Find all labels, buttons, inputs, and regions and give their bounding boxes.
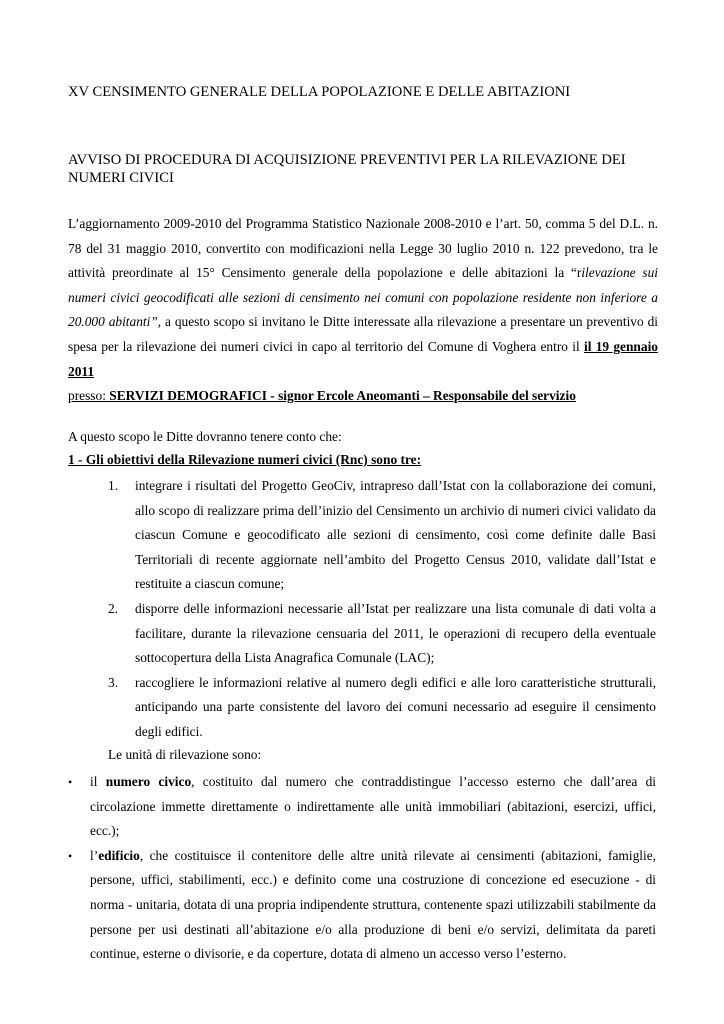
paragraph-text: attività preordinate al 15° Censimento generale della popolazione e delle abitazioni la “r (68, 265, 582, 281)
list-item (108, 671, 656, 745)
office-contact: SERVIZI DEMOGRAFICI - signor Ercole Aneomanti – Responsabile del servizio (105, 388, 576, 404)
list-item (68, 844, 656, 967)
list-number: 1. (108, 478, 119, 493)
list-line: facilitare, durante la rilevazione censuaria del 2011, le operazioni di recupero della eventuale (135, 625, 656, 641)
list-text: , costituito dal numero che contraddistingue l’accesso esterno che dall’area di (191, 774, 656, 789)
list-item (108, 474, 656, 597)
quoted-text: 20.000 abitanti”, (68, 314, 162, 330)
list-line: norma - unitaria, dotata di una propria indipendente struttura, contenente spazi utilizzabili stabilmente da (90, 896, 656, 912)
paragraph-line (68, 384, 658, 409)
units-intro: Le unità di rilevazione sono: (108, 747, 262, 762)
list-line: disporre delle informazioni necessarie all’Istat per realizzare una lista comunale di dati volta a (135, 600, 656, 616)
conditions-intro: A questo scopo le Ditte dovranno tenere conto che: (68, 429, 342, 444)
quoted-text: ilevazione sui (581, 265, 658, 281)
list-line: ciascun Comune e geocodificato alle sezioni di censimento, così come definite dalle Basi (135, 527, 656, 543)
list-number: 3. (108, 674, 119, 690)
paragraph-line: L’aggiornamento 2009-2010 del Programma Statistico Nazionale 2008-2010 e l’art. 50, comma 5 del D.L. n. (68, 216, 658, 231)
document-title: XV CENSIMENTO GENERALE DELLA POPOLAZIONE E DELLE ABITAZIONI (68, 84, 571, 100)
list-line: raccogliere le informazioni relative al numero degli edifici e alle loro caratteristiche strutturali, (135, 674, 656, 690)
term-bold: edificio (98, 847, 140, 863)
subtitle-line: AVVISO DI PROCEDURA DI ACQUISIZIONE PREVENTIVI PER LA RILEVAZIONE DEI (68, 152, 626, 168)
subtitle-line: NUMERI CIVICI (68, 170, 174, 186)
list-line: persone per usi destinati all’abitazione e/o alla produzione di beni e/o servizi, delimitata da pareti (90, 921, 656, 937)
list-line: anticipando una parte consistente del lavoro dei comuni necessario ad eseguire il censimento (135, 699, 656, 715)
list-text: , che costituisce il contenitore delle altre unità rilevate ai censimenti (abitazioni, famiglie, (139, 847, 656, 863)
list-line: integrare i risultati del Progetto GeoCiv, intrapreso dall’Istat con la collaborazione dei comuni, (135, 478, 656, 493)
section-heading: 1 - Gli obiettivi della Rilevazione numeri civici (Rnc) sono tre: (68, 452, 422, 467)
list-line: allo scopo di realizzare prima dell’inizio del Censimento un archivio di numeri civici validato da (135, 502, 656, 518)
list-number: 2. (108, 600, 119, 616)
paragraph-text: a questo scopo si invitano le Ditte interessate alla rilevazione a presentare un preventivo di (161, 314, 658, 330)
bullet-icon: • (68, 848, 73, 863)
term-bold: numero civico (105, 774, 192, 789)
quoted-text: numeri civici geocodificati alle sezioni di censimento nei comuni con popolazione residente non inferiore a (68, 289, 658, 305)
presso-label: presso: (68, 388, 106, 404)
paragraph-line (68, 261, 658, 286)
paragraph-line: 78 del 31 maggio 2010, convertito con modificazioni nella Legge 30 luglio 2010 n. 122 prevedono, tra le (68, 240, 658, 256)
intro-paragraph (68, 212, 658, 409)
list-line: sottocopertura della Lista Anagrafica Comunale (LAC); (135, 650, 435, 666)
deadline-year: 2011 (68, 363, 95, 379)
list-line: restituite a ciascun comune; (135, 576, 285, 592)
document-subtitle (68, 151, 668, 187)
list-line (90, 844, 656, 869)
list-item (68, 770, 656, 844)
list-line: ecc.); (90, 823, 120, 839)
deadline-date: il 19 gennaio (583, 338, 658, 354)
units-list (68, 770, 656, 967)
list-line: degli edifici. (135, 723, 203, 739)
paragraph-line (68, 335, 658, 360)
list-text: l’ (90, 847, 99, 863)
list-line: Territoriali di recente aggiornate nell’ambito del Progetto Census 2010, validate dall’Istat e (135, 551, 656, 567)
list-line (90, 770, 656, 795)
list-text: il (90, 774, 106, 789)
bullet-icon: • (68, 775, 73, 789)
paragraph-text: spesa per la rilevazione dei numeri civici in capo al territorio del Comune di Voghera entro il (68, 338, 584, 354)
list-line: continue, esterne o divisorie, e da coperture, dotata di almeno un accesso verso l’esterno. (90, 946, 567, 962)
list-item (108, 597, 656, 671)
list-line: circolazione immette direttamente o indirettamente alle unità immobiliari (abitazioni, esercizi, uffici, (90, 798, 656, 814)
objectives-list (108, 474, 656, 745)
paragraph-line (68, 310, 658, 335)
list-line: persone, uffici, stabilimenti, ecc.) e definito come una costruzione di concezione ed esecuzione - di (90, 872, 656, 888)
